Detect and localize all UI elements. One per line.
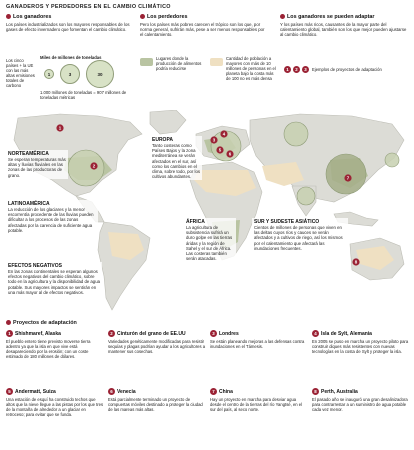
project-item-7-title: China	[219, 388, 233, 395]
bubble-legend-medium	[60, 64, 80, 84]
callout-south-east-asia-text: Cientos de millones de personas que viven en las deltas cuyos ríos y cauces se verán afectados y a cultivos de riego, así los mismos por el calentamiento que afectará las inundaciones frecuentes.	[254, 225, 343, 251]
project-item-4-title: Isla de Sylt, Alemania	[321, 330, 372, 337]
callout-south-east-asia-title: SUR Y SUDESTE ASIÁTICO	[254, 219, 320, 225]
project-number-icon: 1	[6, 330, 13, 337]
emission-bubble-russia	[284, 122, 308, 146]
callout-latin-america-title: LATINOAMÉRICA	[8, 201, 50, 207]
project-marker-legend-label: Ejemplos de proyectos de adaptación	[312, 67, 382, 72]
project-marker-6-label: 6	[228, 151, 232, 157]
project-item-8-title: Perth, Australia	[321, 388, 358, 395]
bubble-legend-small	[44, 69, 54, 79]
co2-legend-title: Miles de millones de toneladas	[40, 55, 102, 60]
project-number-icon: 2	[108, 330, 115, 337]
project-marker-legend	[284, 66, 309, 73]
section-adaptar	[280, 14, 408, 38]
bubble-legend-large	[86, 60, 114, 88]
callout-latin-america	[6, 200, 98, 234]
section-perdedores-text: Pero los países más pobres carecen el trópico son los que, por norma general, sufrirán más, pese a ser menos responsables por el calentamiento.	[140, 22, 265, 38]
bubble-legend-medium-label: 3	[68, 71, 72, 77]
project-item-1-text: El pueblo entero tiene previsto moverse tierra adentro ya que la isla en que vive está desapareciendo por la erosión; con un coste estimado de 180 millones de dólares.	[6, 339, 91, 360]
emission-bubble-usa	[68, 150, 104, 186]
project-marker-3-label: 3	[212, 137, 216, 143]
project-item-2-title-row	[108, 330, 206, 337]
callout-africa-text: La agricultura de subsistencia sufrirá un duro golpe en las tierras áridas y la región de Sahel y el sur de África. Las costeras también serán atacadas.	[186, 225, 233, 262]
project-marker-7-label: 7	[346, 175, 350, 181]
callout-south-east-asia	[252, 218, 348, 252]
project-item-5-text: Una estación de esquí ha construido techos que altos que la nieve llegue a las pistas por los que tres de la montaña de alrededor a un glaciar en retroceso; para evitar que se funda.	[6, 397, 104, 418]
project-item-8	[312, 388, 410, 412]
project-marker-6	[226, 150, 233, 157]
project-item-5-title: Andermatt, Suiza	[15, 388, 56, 395]
project-item-4-title-row	[312, 330, 410, 337]
gain-legend-label: Cantidad de población a mayores con más de 10 millones de personas en el planeta bajo la costa más de 100 no es más densa	[226, 56, 276, 81]
project-item-1-title-row	[6, 330, 104, 337]
project-item-7-text: Hay un proyecto en marcha para desviar agua desde el centro de la tierras del río Yangtsé, en el sur del país, al seco norte.	[210, 397, 303, 413]
bubble-legend-caption: 1.000 millones de toneladas = 907 millones de toneladas métricas	[40, 90, 127, 100]
callout-negative-effects-text: En las zonas continentales se esperan algunos efectos negativos del cambio climático, sobre todo en la agricultura y la disponibilidad de agua potable. Sus mayores impactos se sentirán en una más mayor al de efectos negativos.	[8, 269, 100, 295]
project-marker-5-label: 5	[218, 147, 222, 153]
page-title: GANADEROS Y PERDEDORES EN EL CAMBIO CLIMÁTICO	[6, 4, 171, 10]
co2-legend-desc: Los cinco países + la UE con las más altas emisiones totales de carbono	[6, 58, 35, 88]
project-item-3-title-row	[210, 330, 308, 337]
project-item-5	[6, 388, 104, 417]
project-number-icon: 7	[210, 388, 217, 395]
project-marker-1	[56, 124, 63, 131]
callout-negative-effects	[6, 262, 102, 296]
gain-swatch	[210, 58, 223, 66]
callout-africa-title: ÁFRICA	[186, 219, 205, 225]
project-marker-5	[216, 146, 223, 153]
project-item-4	[312, 330, 410, 354]
callout-latin-america-text: La reducción de los glaciares y la menor escorrentía procedente de las lluvias pueden dificultar a los procesos de las zonas afectadas por la carencia de suficiente agua potable.	[8, 207, 94, 233]
project-marker-4-label: 4	[222, 131, 226, 137]
bullet-icon	[280, 14, 285, 19]
section-ganadores-title: Los ganadores	[13, 14, 52, 20]
callout-north-america-text: Se esperan temperaturas más altas y lluvias fluviales en las zonas de las productoras de grano.	[8, 157, 66, 178]
section-ganadores	[6, 14, 132, 32]
project-item-3-text: Se están planeando mejoras a las defensas contra inundaciones en el Támesis.	[210, 339, 305, 350]
project-marker-2-label: 2	[92, 163, 96, 169]
bubble-legend-large-label: 30	[97, 71, 103, 77]
projects-heading	[6, 320, 77, 326]
projects-heading-label: Proyectos de adaptación	[13, 320, 77, 326]
project-item-6-text: Está parcialmente terminado un proyecto de compuertas móviles destinado a proteger la ciudad de las mareas más altas.	[108, 397, 203, 413]
section-perdedores-heading	[140, 14, 268, 20]
project-item-4-text: En 2005 se puso en marcha un proyecto piloto para construir diques más resistentes con nuevas tecnologías en la costa de Sylt y proteger la isla.	[312, 339, 409, 355]
project-marker-1-label: 1	[58, 125, 62, 131]
project-item-7	[210, 388, 308, 412]
project-item-6-title: Venecia	[117, 388, 136, 395]
bullet-icon	[6, 320, 11, 325]
project-marker-icon: 2	[293, 66, 300, 73]
section-perdedores-title: Los perdedores	[147, 14, 188, 20]
loss-legend-label: Lugares donde la producción de alimentos podría reducirse	[156, 56, 202, 71]
project-marker-icon: 3	[302, 66, 309, 73]
project-item-5-title-row	[6, 388, 104, 395]
project-item-2	[108, 330, 206, 354]
bubble-legend-small-label: 1	[47, 71, 51, 77]
project-item-3	[210, 330, 308, 349]
callout-europe	[150, 136, 202, 180]
callout-negative-effects-title: EFECTOS NEGATIVOS	[8, 263, 62, 269]
project-number-icon: 8	[312, 388, 319, 395]
section-ganadores-heading	[6, 14, 132, 20]
emission-bubble-japan	[385, 153, 399, 167]
project-number-icon: 4	[312, 330, 319, 337]
project-item-2-text: Variedades genéticamente modificadas para resistir sequías y plagas podrían ayudar a los agricultores a mantener sus cosechas.	[108, 339, 206, 355]
project-number-icon: 5	[6, 388, 13, 395]
project-item-2-title: Cinturón del grano de EE.UU	[117, 330, 186, 337]
project-item-8-title-row	[312, 388, 410, 395]
project-item-7-title-row	[210, 388, 308, 395]
callout-north-america	[6, 150, 68, 179]
section-adaptar-text: Y los países más ricos, causantes de la mayor parte del calentamiento global, también son los que mejor pueden ajustarse al cambio climático.	[280, 22, 407, 38]
project-marker-4	[220, 130, 227, 137]
project-number-icon: 3	[210, 330, 217, 337]
bullet-icon	[6, 14, 11, 19]
callout-north-america-title: NORTEAMÉRICA	[8, 151, 49, 157]
emission-bubble-india	[297, 187, 315, 205]
section-adaptar-title: Los ganadores se pueden adaptar	[287, 14, 375, 20]
project-marker-8	[352, 258, 359, 265]
bullet-icon	[140, 14, 145, 19]
loss-swatch	[140, 58, 153, 66]
project-item-6-title-row	[108, 388, 206, 395]
section-ganadores-text: Los países industrializados son los mayores responsables de los gases de efecto invernadero que fomentan el cambio climático.	[6, 22, 130, 33]
section-adaptar-heading	[280, 14, 408, 20]
project-item-1-title: Shishmaref, Alaska	[15, 330, 61, 337]
callout-africa	[184, 218, 236, 262]
project-item-3-title: Londres	[219, 330, 239, 337]
emission-bubble-china	[326, 154, 366, 194]
section-perdedores	[140, 14, 268, 38]
callout-europe-title: EUROPA	[152, 137, 174, 143]
project-marker-icon: 1	[284, 66, 291, 73]
project-marker-7	[344, 174, 351, 181]
project-number-icon: 6	[108, 388, 115, 395]
project-item-6	[108, 388, 206, 412]
callout-europe-text: Tanto costeras como Países Bajos y la zona mediterránea se verán afectados en el sur, así como los cambios en el clima, sobre todo, por los cultivos abundantes.	[152, 143, 201, 180]
project-item-1	[6, 330, 104, 359]
project-marker-3	[210, 136, 217, 143]
project-marker-8-label: 8	[354, 259, 358, 265]
project-marker-2	[90, 162, 97, 169]
project-item-8-text: El pasado año se inauguró una gran desalinizadora para contrarrestar a un suministro de agua potable cada vez menor.	[312, 397, 408, 413]
